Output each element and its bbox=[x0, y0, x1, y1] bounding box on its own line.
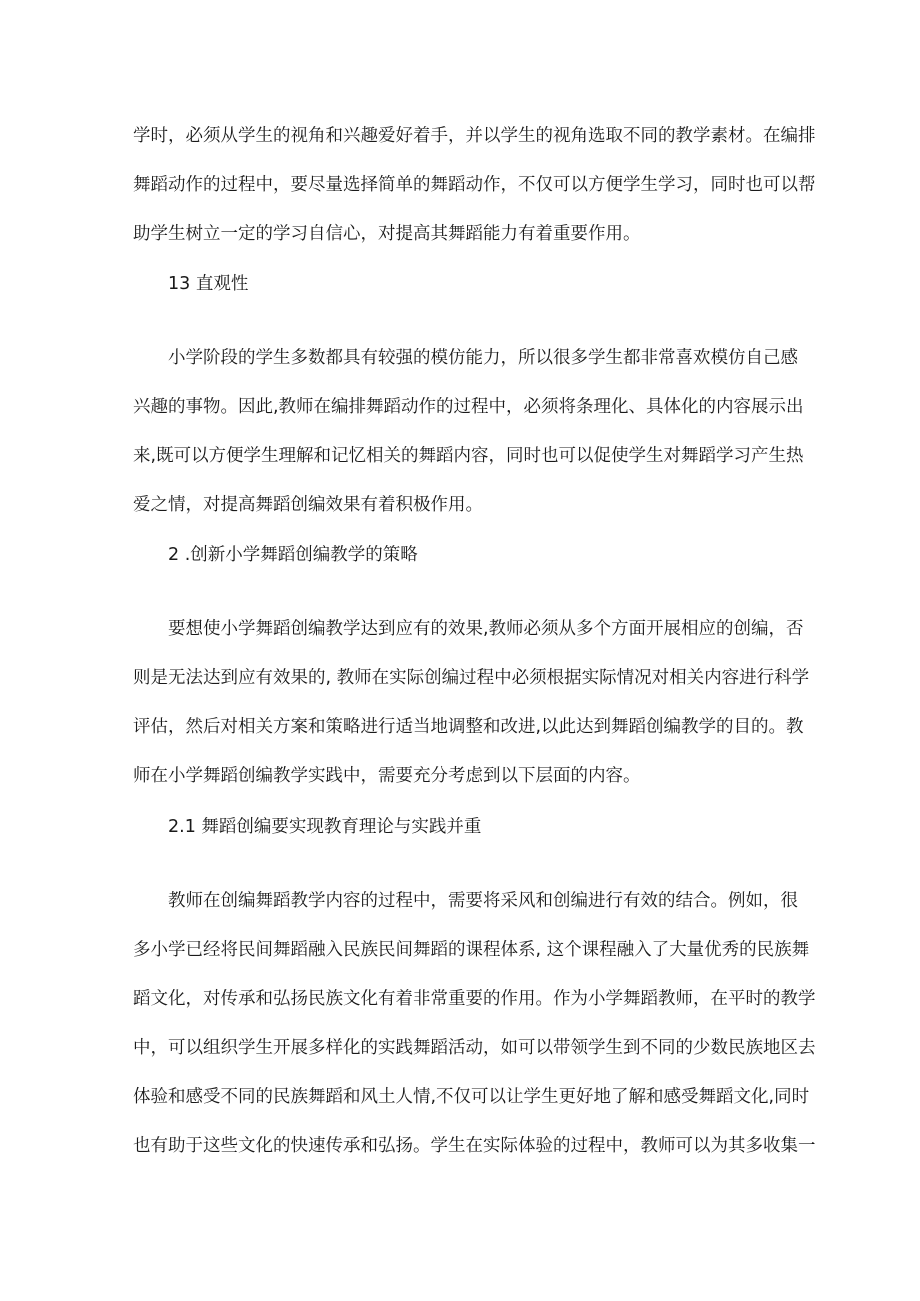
paragraph-line: 体验和感受不同的民族舞蹈和风土人情,不仅可以让学生更好地了解和感受舞蹈文化,同时 bbox=[133, 1087, 810, 1107]
paragraph-line: 多小学已经将民间舞蹈融入民族民间舞蹈的课程体系, 这个课程融入了大量优秀的民族舞 bbox=[133, 940, 810, 960]
paragraph-line: 评估，然后对相关方案和策略进行适当地调整和改进,以此达到舞蹈创编教学的目的。教 bbox=[133, 717, 804, 737]
paragraph-line: 学时，必须从学生的视角和兴趣爱好着手，并以学生的视角选取不同的教学素材。在编排 bbox=[133, 126, 816, 146]
section-heading: 2 .创新小学舞蹈创编教学的策略 bbox=[168, 545, 418, 565]
paragraph-line: 也有助于这些文化的快速传承和弘扬。学生在实际体验的过程中，教师可以为其多收集一 bbox=[133, 1136, 816, 1156]
paragraph-line: 兴趣的事物。因此,教师在编排舞蹈动作的过程中，必须将条理化、具体化的内容展示出 bbox=[133, 397, 804, 417]
paragraph-line: 蹈文化，对传承和弘扬民族文化有着非常重要的作用。作为小学舞蹈教师，在平时的教学 bbox=[133, 989, 816, 1009]
paragraph-line: 要想使小学舞蹈创编教学达到应有的效果,教师必须从多个方面开展相应的创编，否 bbox=[168, 619, 804, 639]
paragraph-line: 教师在创编舞蹈教学内容的过程中，需要将采风和创编进行有效的结合。例如，很 bbox=[168, 891, 798, 911]
paragraph-line: 小学阶段的学生多数都具有较强的模仿能力，所以很多学生都非常喜欢模仿自己感 bbox=[168, 348, 798, 368]
paragraph-line: 爱之情，对提高舞蹈创编效果有着积极作用。 bbox=[133, 495, 483, 515]
paragraph-line: 中，可以组织学生开展多样化的实践舞蹈活动，如可以带领学生到不同的少数民族地区去 bbox=[133, 1038, 816, 1058]
paragraph-line: 则是无法达到应有效果的, 教师在实际创编过程中必须根据实际情况对相关内容进行科学 bbox=[133, 668, 810, 688]
paragraph-line: 助学生树立一定的学习自信心，对提高其舞蹈能力有着重要作用。 bbox=[133, 224, 641, 244]
paragraph-line: 来,既可以方便学生理解和记忆相关的舞蹈内容，同时也可以促使学生对舞蹈学习产生热 bbox=[133, 446, 804, 466]
section-heading: 2.1 舞蹈创编要实现教育理论与实践并重 bbox=[168, 817, 482, 837]
paragraph-line: 舞蹈动作的过程中，要尽量选择简单的舞蹈动作，不仅可以方便学生学习，同时也可以帮 bbox=[133, 175, 816, 195]
section-heading: 13 直观性 bbox=[168, 274, 249, 294]
paragraph-line: 师在小学舞蹈创编教学实践中，需要充分考虑到以下层面的内容。 bbox=[133, 766, 641, 786]
